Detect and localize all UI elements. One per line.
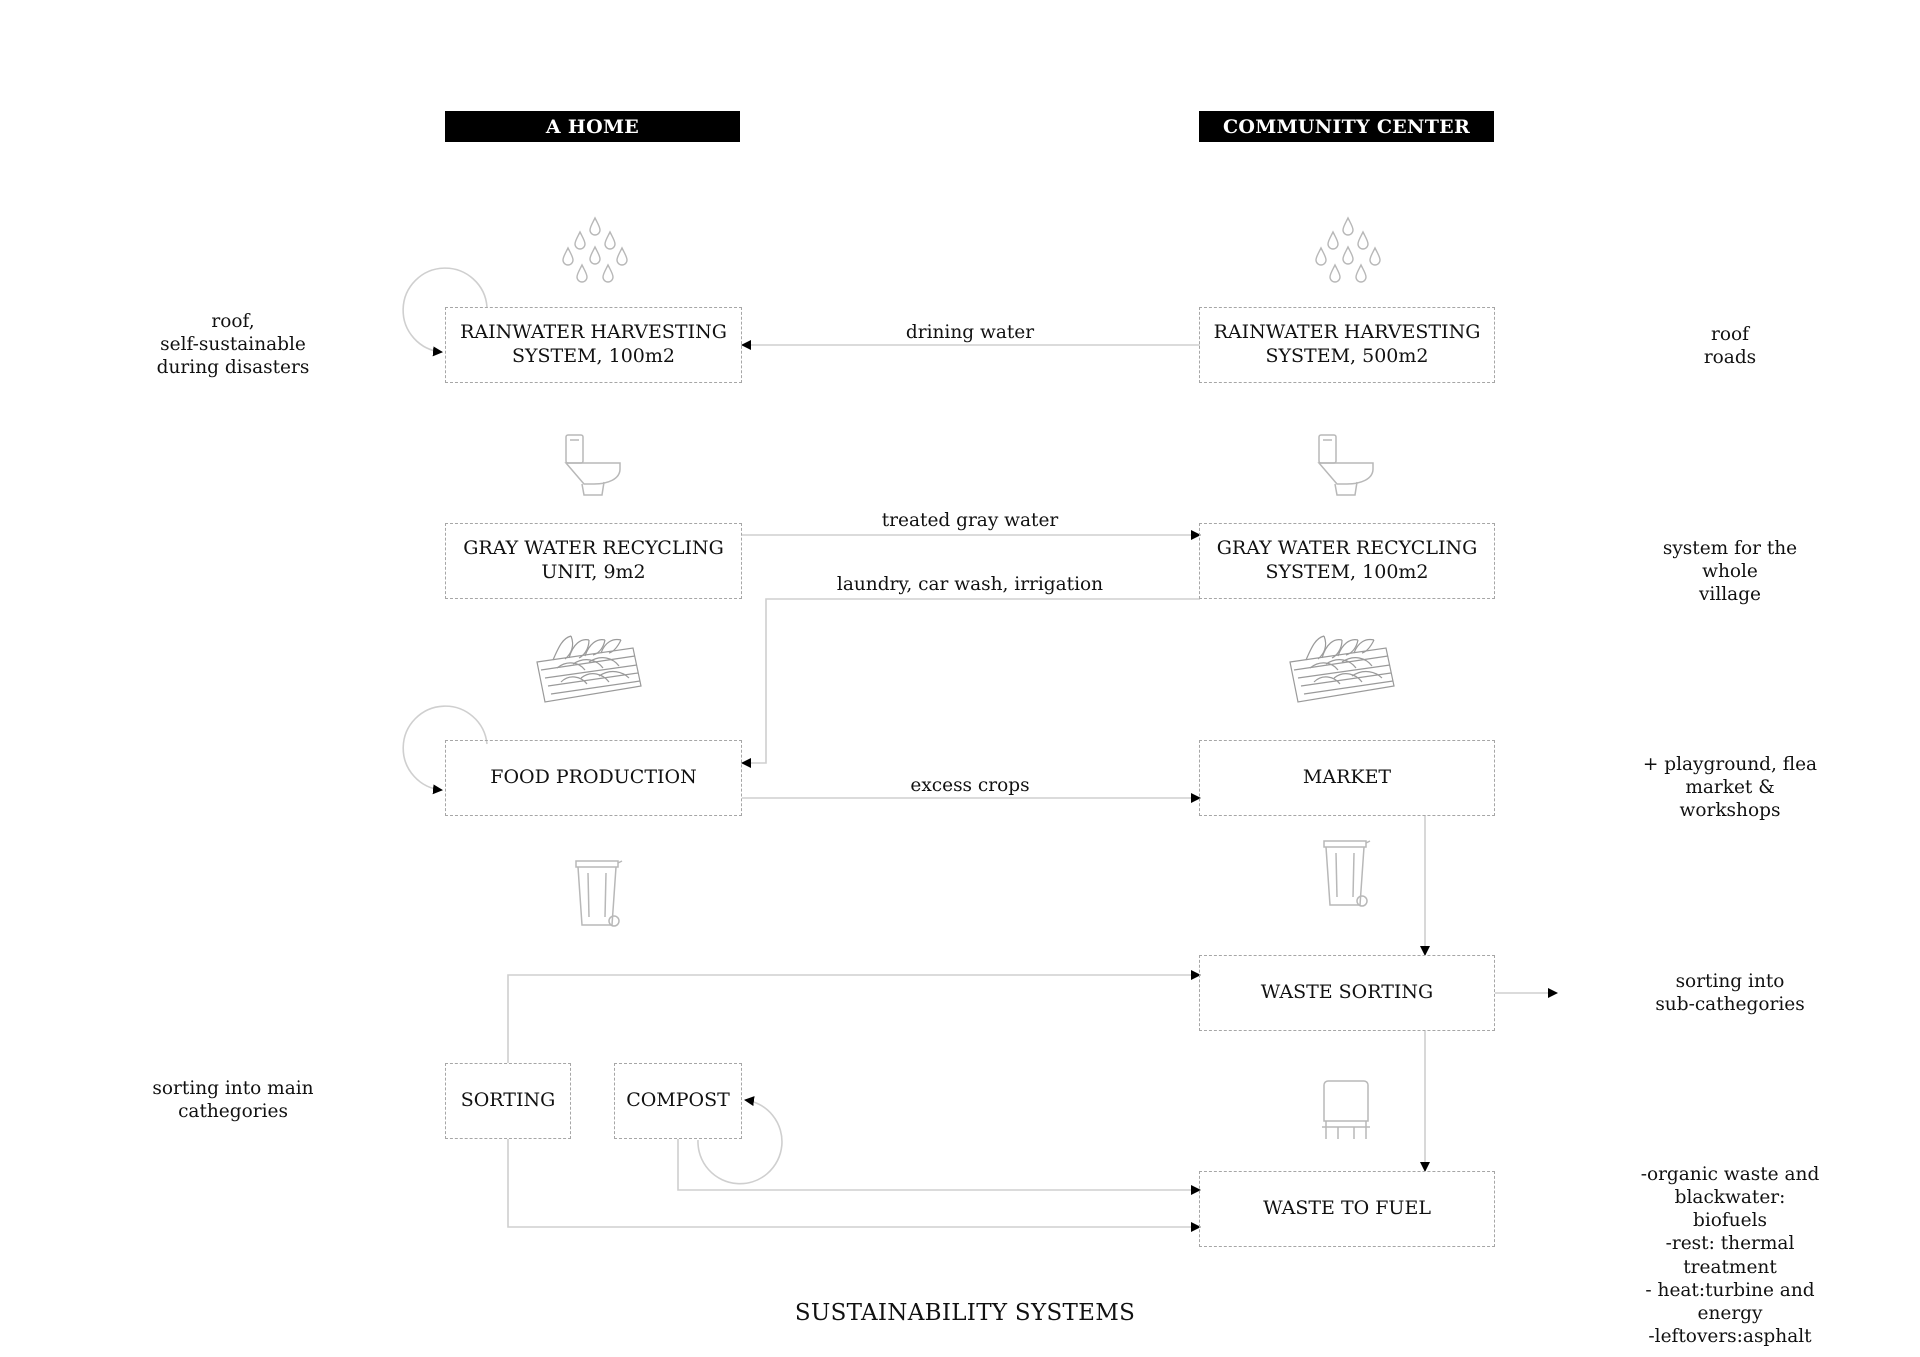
home-food-box bbox=[445, 740, 742, 816]
box-label-line: RAINWATER HARVESTING bbox=[1213, 321, 1481, 344]
note-line: workshops bbox=[1679, 800, 1781, 822]
note-line: - heat:turbine and energy bbox=[1645, 1279, 1815, 1324]
column-header-home: A HOME bbox=[445, 111, 740, 142]
flow-label-treated: treated gray water bbox=[881, 510, 1059, 531]
community-waste-fuel-box bbox=[1199, 1171, 1495, 1247]
note-line: sorting into main bbox=[152, 1078, 314, 1099]
home-sorting-box bbox=[445, 1063, 571, 1139]
fuel-tank-icon bbox=[1318, 1075, 1374, 1143]
note-line: during disasters bbox=[156, 357, 310, 379]
wheelie-bin-icon bbox=[1320, 835, 1372, 909]
note-line: roof, bbox=[211, 311, 255, 332]
note-line: sorting into bbox=[1675, 971, 1785, 992]
home-rainwater-box bbox=[445, 307, 742, 383]
flow-label-drinking: drining water bbox=[905, 322, 1035, 343]
note-line: -rest: thermal treatment bbox=[1665, 1233, 1795, 1278]
note-line: roof bbox=[1711, 324, 1749, 345]
note-line: cathegories bbox=[178, 1101, 288, 1123]
community-rainwater-box bbox=[1199, 307, 1495, 383]
community-waste-sorting-box bbox=[1199, 955, 1495, 1031]
note-line: -organic waste and blackwater: biofuels bbox=[1640, 1164, 1820, 1232]
box-label-line: SYSTEM, 100m2 bbox=[1265, 561, 1429, 583]
toilet-icon bbox=[562, 432, 624, 498]
box-label-line: MARKET bbox=[1302, 766, 1392, 789]
note-line: -leftovers:asphalt bbox=[1648, 1325, 1812, 1347]
note-line: self-sustainable bbox=[160, 334, 306, 356]
home-graywater-box bbox=[445, 523, 742, 599]
box-label-line: GRAY WATER RECYCLING bbox=[463, 537, 724, 560]
box-label-line: SYSTEM, 100m2 bbox=[511, 345, 675, 367]
box-label-line: FOOD PRODUCTION bbox=[490, 766, 697, 789]
box-label-line: GRAY WATER RECYCLING bbox=[1216, 537, 1478, 560]
note-community-subsort bbox=[1655, 970, 1804, 1016]
note-home-sorting bbox=[152, 1077, 313, 1123]
raindrops-icon bbox=[560, 215, 630, 290]
column-header-community: COMMUNITY CENTER bbox=[1199, 111, 1494, 142]
planter-box-icon bbox=[1286, 632, 1398, 708]
box-label-line: WASTE TO FUEL bbox=[1263, 1197, 1431, 1220]
wheelie-bin-icon bbox=[572, 855, 624, 929]
toilet-icon bbox=[1315, 432, 1377, 498]
note-community-roof bbox=[1704, 323, 1756, 369]
box-label-line: COMPOST bbox=[626, 1089, 730, 1112]
flow-line-laundry bbox=[742, 599, 1200, 763]
planter-box-icon bbox=[533, 632, 645, 708]
home-compost-box bbox=[614, 1063, 742, 1139]
note-home-roof bbox=[157, 310, 310, 379]
note-line: roads bbox=[1703, 347, 1757, 369]
raindrops-icon bbox=[1313, 215, 1383, 290]
diagram-caption: SUSTAINABILITY SYSTEMS bbox=[794, 1300, 1136, 1326]
community-graywater-box bbox=[1199, 523, 1495, 599]
flow-line-home-sorting-down bbox=[508, 1139, 1200, 1227]
flow-label-laundry: laundry, car wash, irrigation bbox=[836, 574, 1104, 595]
box-label-line: UNIT, 9m2 bbox=[541, 561, 646, 583]
box-label-line: SYSTEM, 500m2 bbox=[1265, 345, 1429, 367]
box-label-line: WASTE SORTING bbox=[1260, 981, 1434, 1004]
note-line: sub-cathegories bbox=[1655, 994, 1805, 1016]
box-label-line: RAINWATER HARVESTING bbox=[460, 321, 727, 344]
flow-label-crops: excess crops bbox=[910, 775, 1030, 796]
note-community-market bbox=[1635, 753, 1825, 822]
note-line: + playground, flea market & bbox=[1642, 754, 1818, 799]
note-community-fuel bbox=[1635, 1163, 1825, 1348]
note-line: village bbox=[1698, 584, 1762, 606]
flow-line-compost bbox=[678, 1139, 1200, 1190]
note-community-village bbox=[1635, 537, 1825, 606]
note-line: system for the whole bbox=[1662, 538, 1798, 583]
box-label-line: SORTING bbox=[460, 1089, 556, 1112]
flow-line-home-sorting-up bbox=[508, 975, 1200, 1063]
community-market-box bbox=[1199, 740, 1495, 816]
